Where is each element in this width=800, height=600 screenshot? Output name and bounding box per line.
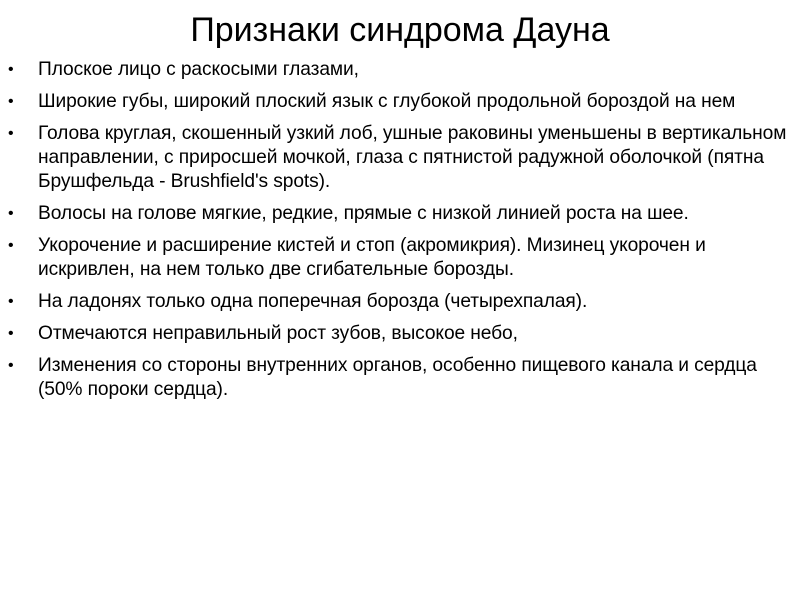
bullet-text: Широкие губы, широкий плоский язык с глубокой продольной бороздой на нем	[38, 91, 736, 112]
bullet-item	[0, 234, 800, 282]
bullet-list	[0, 58, 800, 410]
bullet-item	[0, 90, 800, 114]
slide-title: Признаки синдрома Дауна	[190, 11, 610, 49]
bullet-icon: •	[8, 293, 14, 310]
bullet-text: Отмечаются неправильный рост зубов, высокое небо,	[38, 323, 518, 344]
bullet-icon: •	[8, 61, 14, 78]
bullet-icon: •	[8, 125, 14, 142]
bullet-item	[0, 354, 800, 402]
bullet-text: Голова круглая, скошенный узкий лоб, ушные раковины уменьшены в вертикальном направлении, с приросшей мочкой, глаза с пятнистой радужной оболочкой (пятна Брушфельда - Brushfield's spots).	[38, 123, 787, 192]
bullet-text: Укорочение и расширение кистей и стоп (акромикрия). Мизинец укорочен и искривлен, на нем только две сгибательные борозды.	[38, 235, 706, 280]
bullet-icon: •	[8, 205, 14, 222]
bullet-text: Волосы на голове мягкие, редкие, прямые с низкой линией роста на шее.	[38, 203, 689, 224]
bullet-icon: •	[8, 357, 14, 374]
bullet-item	[0, 202, 800, 226]
bullet-text: Изменения со стороны внутренних органов, особенно пищевого канала и сердца (50% пороки сердца).	[38, 355, 757, 400]
bullet-text: Плоское лицо с раскосыми глазами,	[38, 59, 359, 80]
bullet-text: На ладонях только одна поперечная борозда (четырехпалая).	[38, 291, 588, 312]
bullet-icon: •	[8, 237, 14, 254]
bullet-item	[0, 122, 800, 194]
bullet-item	[0, 290, 800, 314]
bullet-icon: •	[8, 325, 14, 342]
bullet-item	[0, 322, 800, 346]
bullet-icon: •	[8, 93, 14, 110]
bullet-item	[0, 58, 800, 82]
